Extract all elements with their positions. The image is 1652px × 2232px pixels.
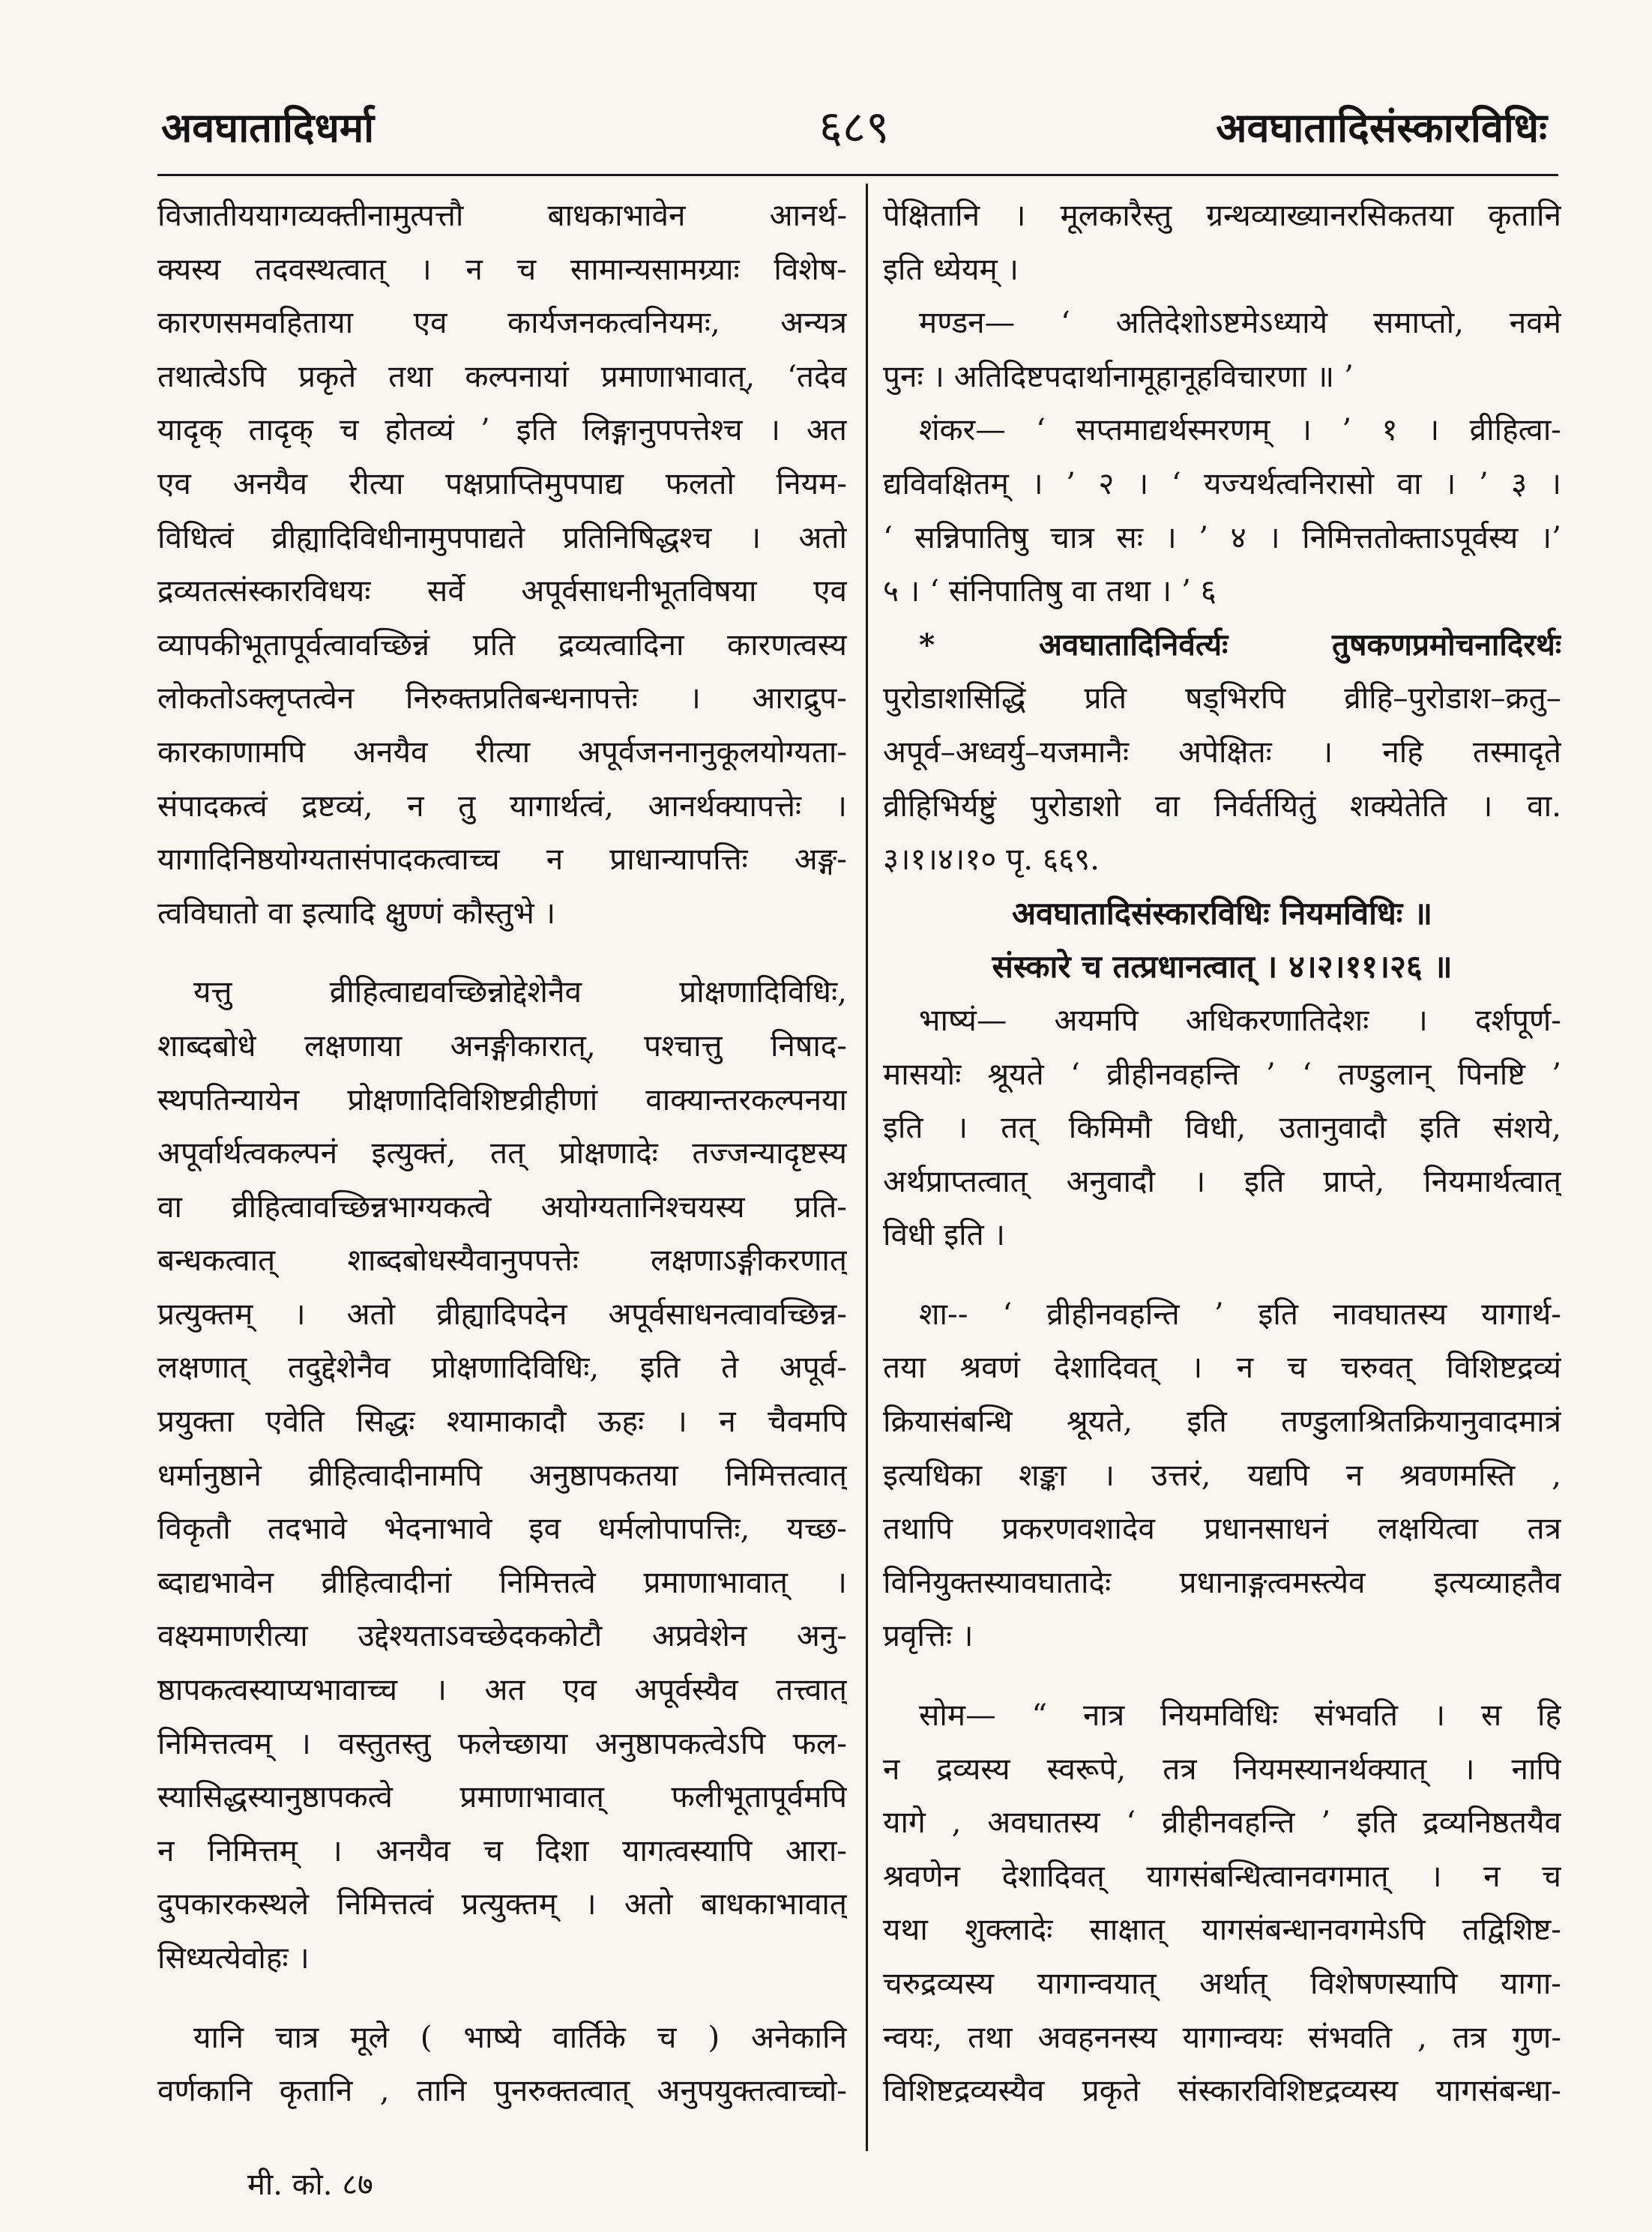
running-head-right: अवघातादिसंस्कारविधिः — [1216, 103, 1547, 151]
text-line: विनियुक्तस्यावघातादेः प्रधानाङ्गत्वमस्त्येव इत्यव्याहतैव — [883, 1563, 1561, 1600]
text-line: यागादिनिष्ठयोग्यतासंपादकत्वाच्च न प्राधान्यापत्तिः अङ्ग- — [157, 841, 847, 878]
text-line: स्यासिद्धस्यानुष्ठापकत्वे प्रमाणाभावात् फलीभूतापूर्वमपि — [157, 1779, 847, 1815]
text-line: भाष्यं— अयमपि अधिकरणातिदेशः । दर्शपूर्ण- — [919, 1001, 1561, 1038]
text-line: क्यस्य तदवस्थत्वात् । न च सामान्यसामग्र्याः विशेष- — [157, 250, 847, 287]
adhikarana-title: अवघातादिसंस्कारविधिः नियमविधिः ॥ — [1011, 894, 1433, 932]
left-column — [157, 189, 847, 2118]
text-line: निमित्तत्वम् । वस्तुतस्तु फलेच्छाया अनुष्ठापकत्वेऽपि फल- — [157, 1725, 847, 1761]
text-line: व्रीहिभिर्यष्टुं पुरोडाशो वा निर्वर्तयितुं शक्येतेति । वा. — [883, 787, 1561, 824]
text-line: न निमित्तम् । अनयैव च दिशा यागत्वस्यापि आरा- — [157, 1832, 847, 1868]
running-header — [161, 97, 1547, 157]
text-line: यथा शुक्लादेः साक्षात् यागसंबन्धानवगमेऽपि तद्विशिष्ट- — [883, 1911, 1561, 1948]
text-line: ब्दाद्यभावेन व्रीहित्वादीनां निमित्तत्वे प्रमाणाभावात् । — [157, 1563, 847, 1600]
text-line: अपूर्व–अध्वर्यु–यजमानैः अपेक्षितः । नहि तस्मादृते — [883, 733, 1561, 770]
text-line: दुपकारकस्थले निमित्तत्वं प्रत्युक्तम् । अतो बाधकाभावात् — [157, 1886, 847, 1922]
text-line: विजातीययागव्यक्तीनामुत्पत्तौ बाधकाभावेन आनर्थ- — [157, 197, 847, 233]
text-line: वर्णकानि कृतानि , तानि पुनरुक्तत्वात् अनुपयुक्तत्वाच्चो- — [157, 2072, 847, 2109]
text-line: व्यापकीभूतापूर्वत्वावच्छिन्नं प्रति द्रव्यत्वादिना कारणत्वस्य — [157, 626, 847, 663]
text-line: धर्मानुष्ठाने व्रीहित्वादीनामपि अनुष्ठापकतया निमित्तत्वात् — [157, 1456, 847, 1493]
text-line: तथात्वेऽपि प्रकृते तथा कल्पनायां प्रमाणाभावात्, ‘तदेव — [157, 358, 847, 394]
text-line: सोम— “ नात्र नियमविधिः संभवति । स हि — [919, 1697, 1561, 1734]
text-line: संपादकत्वं द्रष्टव्यं, न तु यागार्थत्वं, आनर्थक्यापत्तेः । — [157, 787, 847, 824]
text-line: क्रियासंबन्धि श्रूयते, इति तण्डुलाश्रितक्रियानुवादमात्रं — [883, 1403, 1561, 1440]
text-line: शाब्दबोधे लक्षणाया अनङ्गीकारात्, पश्चात्तु निषाद- — [157, 1027, 847, 1064]
text-line: लोकतोऽक्लृप्तत्वेन निरुक्तप्रतिबन्धनापत्तेः । आराद्रुप- — [157, 680, 847, 717]
text-line: वक्ष्यमाणरीत्या उद्देश्यताऽवच्छेदककोटौ अप्रवेशेन अनु- — [157, 1617, 847, 1654]
text-line: शंकर— ‘ सप्तमाद्यर्थस्मरणम् । ’ १ । व्रीहित्वा- — [919, 411, 1561, 448]
text-line: सिध्यत्येवोहः । — [157, 1940, 310, 1976]
text-line: विशिष्टद्रव्यस्यैव प्रकृते संस्कारविशिष्टद्रव्यस्य यागसंबन्धा- — [883, 2072, 1561, 2109]
text-line: कारणसमवहिताया एव कार्यजनकत्वनियमः, अन्यत्र — [157, 304, 847, 341]
text-line: यत्तु व्रीहित्वाद्यवच्छिन्नोद्देशेनैव प्रोक्षणादिविधिः, — [193, 974, 847, 1010]
text-line: ष्ठापकत्वस्याप्यभावाच्च । अत एव अपूर्वस्यैव तत्त्वात् — [157, 1671, 847, 1708]
text-line: इत्यधिका शङ्का । उत्तरं, यद्यपि न श्रवणमस्ति , — [883, 1456, 1561, 1493]
text-line: यानि चात्र मूले ( भाष्ये वार्तिके च ) अनेकानि — [193, 2018, 847, 2055]
text-line: न्वयः, तथा अवहननस्य यागान्वयः संभवति , तत्र गुण- — [883, 2018, 1561, 2055]
text-line: प्रवृत्तिः । — [883, 1617, 974, 1654]
text-line: द्रव्यतत्संस्कारविधयः सर्वे अपूर्वसाधनीभूतविषया एव — [157, 573, 847, 609]
text-line: श्रवणेन देशादिवत् यागसंबन्धित्वानवगमात् । न च — [883, 1857, 1561, 1894]
text-line: इति । तत् किमिमौ विधी, उतानुवादौ इति संशये, — [883, 1109, 1561, 1146]
text-line: कारकाणामपि अनयैव रीत्या अपूर्वजननानुकूलयोग्यता- — [157, 733, 847, 770]
right-column — [883, 189, 1561, 2118]
text-line: पुनः । अतिदिष्टपदार्थानामूहानूहविचारणा ॥ ’ — [883, 358, 1354, 394]
text-line: लक्षणात् तदुद्देशेनैव प्रोक्षणादिविधिः, इति ते अपूर्व- — [157, 1349, 847, 1386]
text-line: तया श्रवणं देशादिवत् । न च चरुवत् विशिष्टद्रव्यं — [883, 1349, 1561, 1386]
text-line: स्थपतिन्यायेन प्रोक्षणादिविशिष्टव्रीहीणां वाक्यान्तरकल्पनया — [157, 1081, 847, 1117]
text-line: प्रत्युक्तम् । अतो व्रीह्यादिपदेन अपूर्वसाधनत्वावच्छिन्न- — [157, 1295, 847, 1332]
header-rule — [157, 174, 1558, 176]
page-number: ६८९ — [819, 101, 890, 154]
text-line: प्रयुक्ता एवेति सिद्धः श्यामाकादौ ऊहः । न चैवमपि — [157, 1403, 847, 1440]
text-line: त्वविघातो वा इत्यादि क्षुण्णं कौस्तुभे । — [157, 894, 556, 931]
text-line: बन्धकत्वात् शाब्दबोधस्यैवानुपपत्तेः लक्षणाऽङ्गीकरणात् — [157, 1242, 847, 1279]
column-divider — [866, 184, 868, 2151]
text-line: यागे , अवघातस्य ‘ व्रीहीनवहन्ति ’ इति द्रव्यनिष्ठतयैव — [883, 1804, 1561, 1841]
signature-mark: मी. को. ८७ — [247, 2168, 373, 2202]
text-line: विधित्वं व्रीह्यादिविधीनामुपपाद्यते प्रतिनिषिद्धश्च । अतो — [157, 519, 847, 555]
text-line: विधी इति । — [883, 1216, 1005, 1253]
text-line: * अवघातादिनिर्वर्त्यः तुषकणप्रमोचनादिरर्थः — [919, 626, 1561, 663]
text-line: मण्डन— ‘ अतिदेशोऽष्टमेऽध्याये समाप्तो, नवमे — [919, 304, 1561, 341]
text-line: शा-- ‘ व्रीहीनवहन्ति ’ इति नावघातस्य यागार्थ- — [919, 1295, 1561, 1332]
text-line: एव अनयैव रीत्या पक्षप्राप्तिमुपपाद्य फलतो नियम- — [157, 465, 847, 501]
text-line: न द्रव्यस्य स्वरूपे, तत्र नियमस्यानर्थक्यात् । नापि — [883, 1750, 1561, 1787]
text-line: तथापि प्रकरणवशादेव प्रधानसाधनं लक्षयित्वा तत्र — [883, 1510, 1561, 1547]
text-line: द्यविवक्षितम् । ’ २ । ‘ यज्यर्थत्वनिरासो वा । ’ ३ । — [883, 465, 1561, 501]
text-line: पेक्षितानि । मूलकारैस्तु ग्रन्थव्याख्यानरसिकतया कृतानि — [883, 197, 1561, 233]
text-line: अपूर्वार्थत्वकल्पनं इत्युक्तं, तत् प्रोक्षणादेः तज्जन्यादृष्टस्य — [157, 1135, 847, 1171]
running-head-left: अवघातादिधर्मा — [161, 103, 375, 151]
text-line: वा व्रीहित्वावच्छिन्नभाग्यकत्वे अयोग्यतानिश्चयस्य प्रति- — [157, 1188, 847, 1225]
text-line: पुरोडाशसिद्धिं प्रति षड्भिरपि व्रीहि–पुरोडाश–क्रतु– — [883, 680, 1561, 717]
text-line: चरुद्रव्यस्य यागान्वयात् अर्थात् विशेषणस्यापि यागा- — [883, 1965, 1561, 2001]
text-line: मासयोः श्रूयते ‘ व्रीहीनवहन्ति ’ ‘ तण्डुलान् पिनष्टि ’ — [883, 1055, 1561, 1092]
sutra-line: संस्कारे च तत्प्रधानत्वात् । ४।२।११।२६ ॥ — [992, 948, 1453, 986]
text-line: ५ । ‘ संनिपातिषु वा तथा । ’ ६ — [883, 573, 1217, 609]
text-line: ‘ सन्निपातिषु चात्र सः । ’ ४ । निमित्ततोक्ताऽपूर्वस्य ।’ — [883, 519, 1561, 555]
text-line: ३।१।४।१० पृ. ६६९. — [883, 841, 1100, 878]
text-line: यादृक् तादृक् च होतव्यं ’ इति लिङ्गानुपपत्तेश्च । अत — [157, 411, 847, 448]
text-line: इति ध्येयम् । — [883, 250, 1019, 287]
text-line: अर्थप्राप्तत्वात् अनुवादौ । इति प्राप्ते, नियमार्थत्वात् — [883, 1162, 1561, 1199]
text-line: विकृतौ तदभावे भेदनाभावे इव धर्मलोपापत्तिः, यच्छ- — [157, 1510, 847, 1547]
